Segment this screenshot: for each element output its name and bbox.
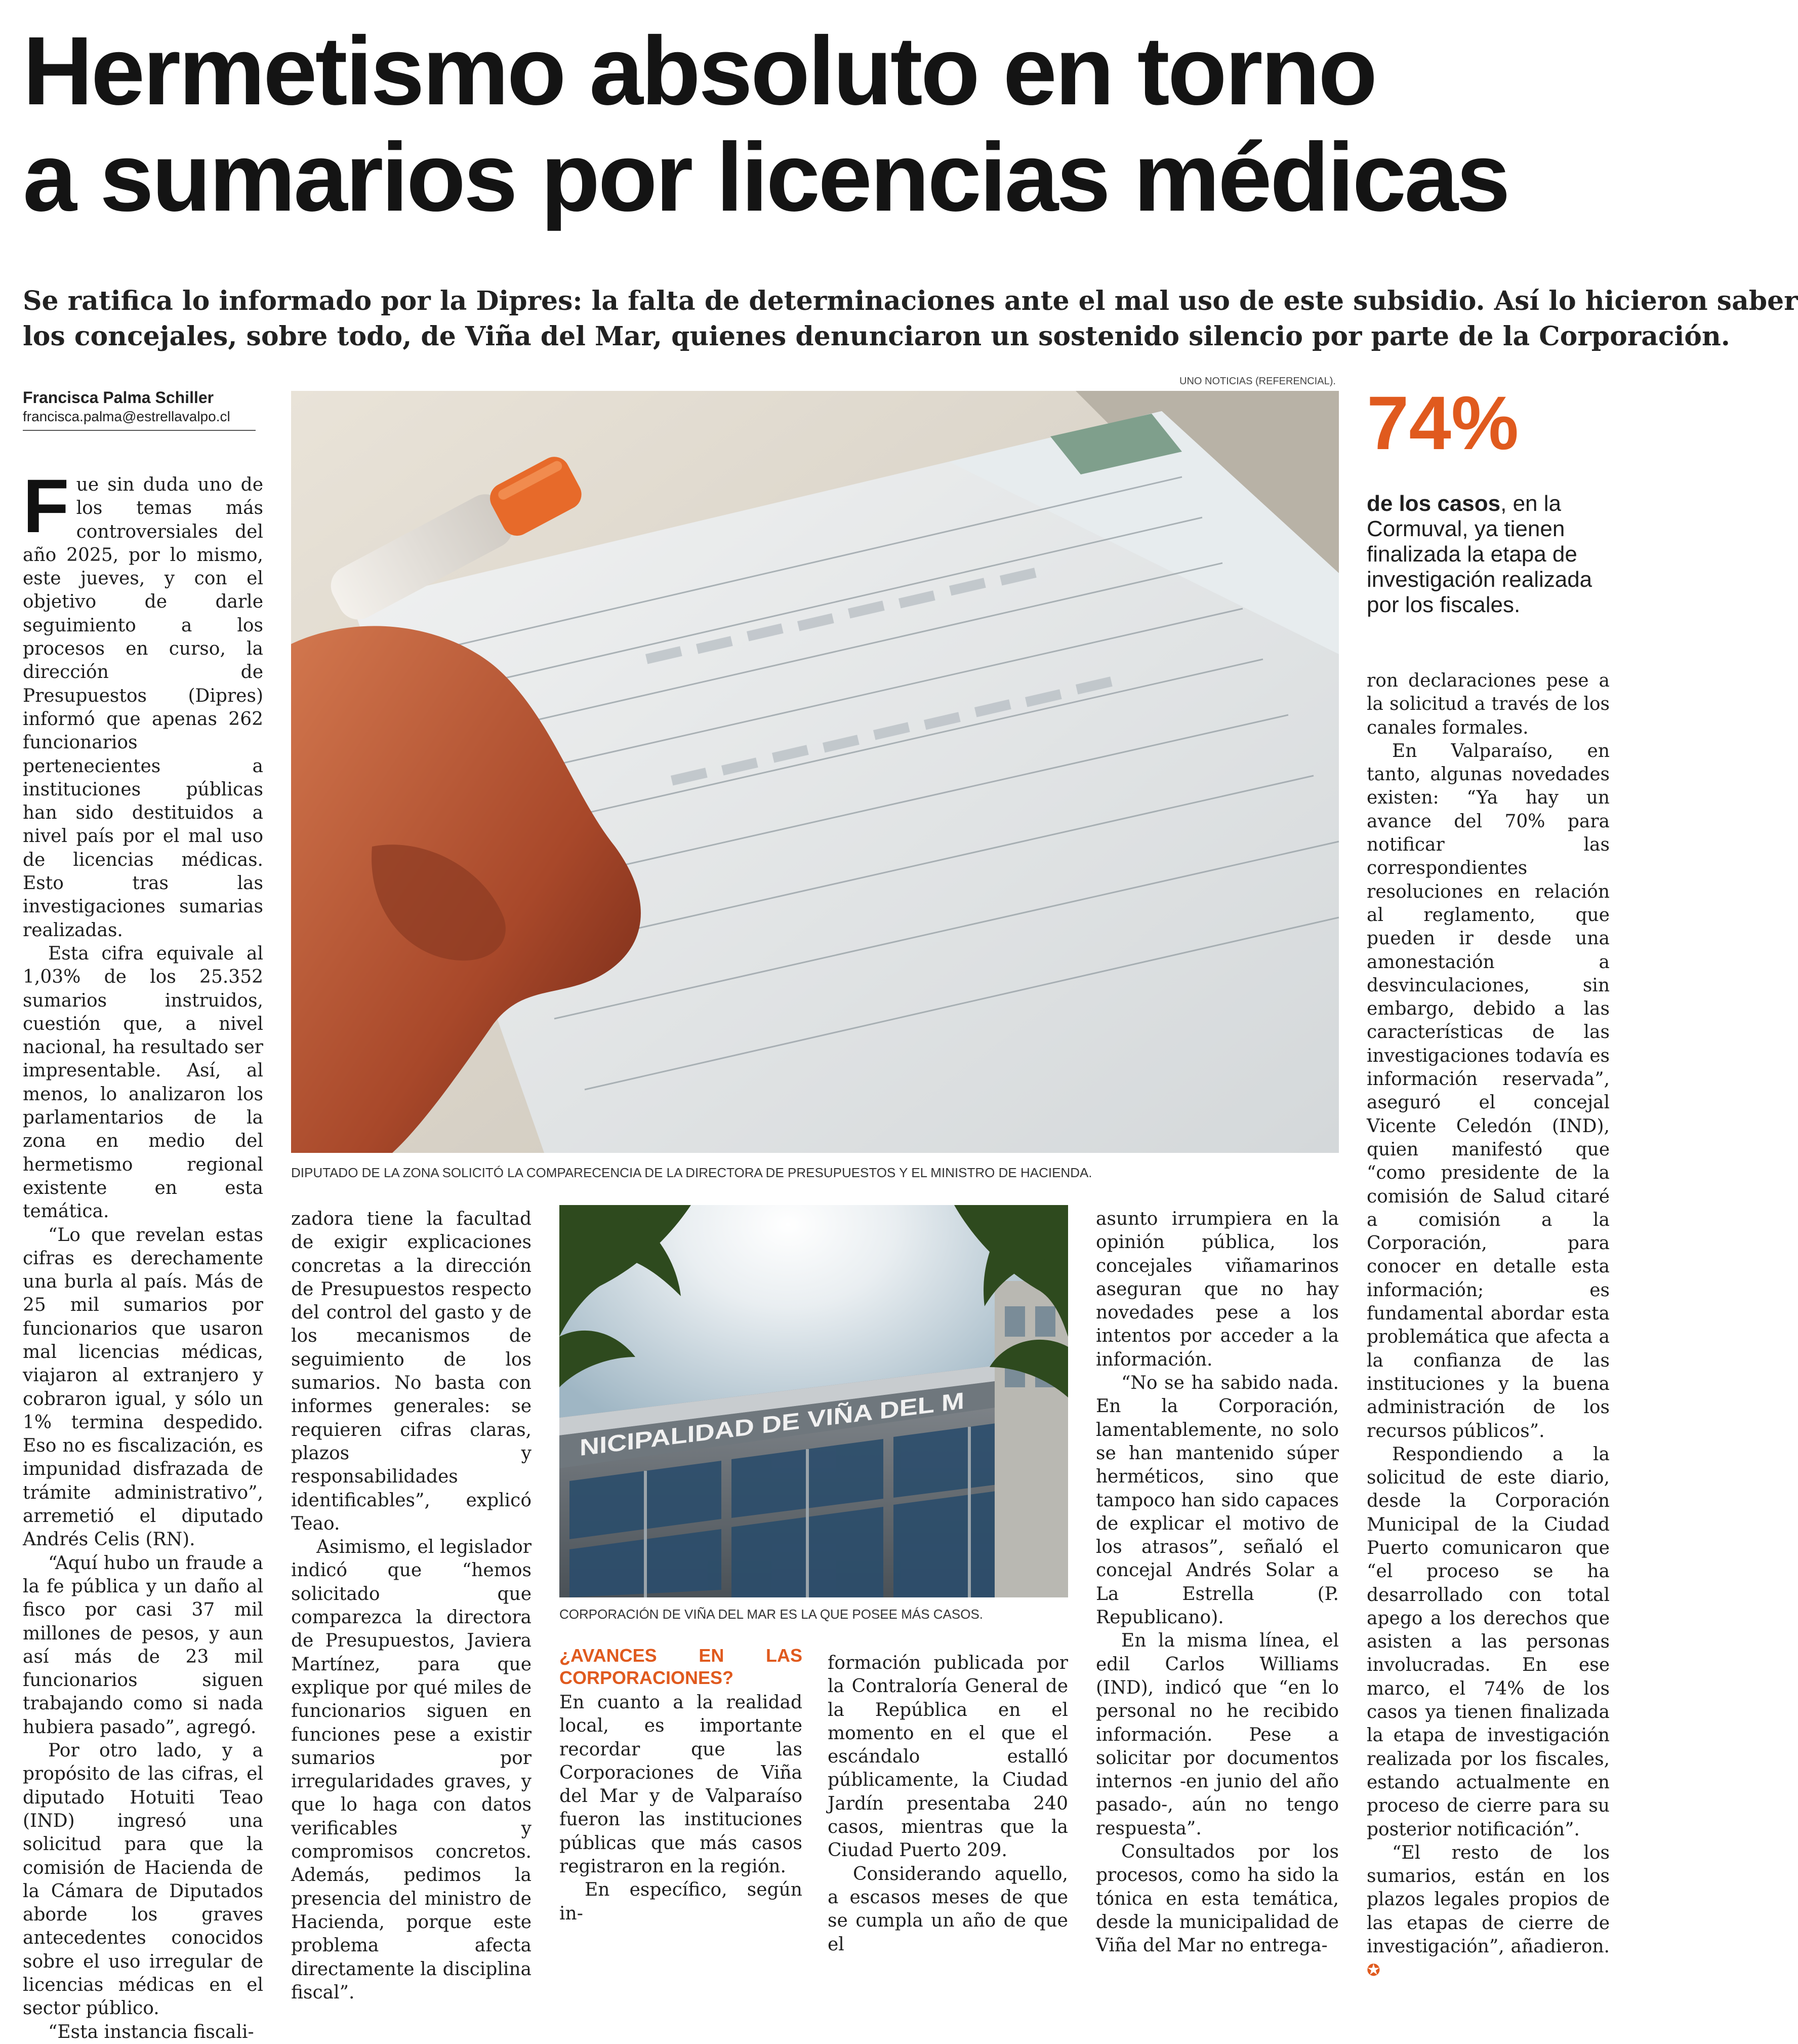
stat-text-rest: , en la Cormuval, ya tienen finalizada la etapa de investigación realizada por los fiscales.: [1367, 491, 1592, 617]
author-email: francisca.palma@estrellavalpo.cl: [23, 409, 230, 424]
col1-paragraph-5: Por otro lado, y a propósito de las cifras, el diputado Hotuiti Teao (IND) ingresó una solicitud para que la comisión de Hacienda de la Cámara de Diputados aborde los graves antecedentes conocidos sobre el uso irregular de licencias médicas en el sector público.: [23, 1740, 263, 2019]
author-name: Francisca Palma Schiller: [23, 388, 214, 407]
deck: [23, 284, 1798, 354]
col1-p1-text: ue sin duda uno de los temas más controversiales del año 2025, por lo mismo, este jueves, y con el objetivo de darle seguimiento a los procesos en curso, la dirección de Presupuestos (Dipres) informó que apenas 262 funcionarios pertenecientes a instituciones públicas han sido destituidos a nivel país por el mal uso de licencias médicas. Esto tras las investigaciones sumarias realizadas.: [23, 474, 263, 941]
deck-line-2: los concejales, sobre todo, de Viña del Mar, quienes denunciaron un sostenido silencio por parte de la Corporación.: [23, 321, 1730, 352]
photo-caption-2: CORPORACIÓN DE VIÑA DEL MAR ES LA QUE POSEE MÁS CASOS.: [559, 1607, 984, 1622]
headline-line-2: a sumarios por licencias médicas: [23, 123, 1508, 231]
col5-paragraph-4: Consultados por los procesos, como ha sido la tónica en esta temática, desde la municipalidad de Viña del Mar no entrega-: [1096, 1841, 1339, 1956]
end-mark-icon: ✪: [1367, 1960, 1380, 1980]
stat-text: [1367, 491, 1620, 618]
col6-paragraph-1: ron declaraciones pese a la solicitud a través de los canales formales.: [1367, 670, 1610, 738]
deck-line-1: Se ratifica lo informado por la Dipres: la falta de determinaciones ante el mal uso de este subsidio. Así lo hicieron saber: [23, 286, 1798, 316]
col5-paragraph-2: “No se ha sabido nada. En la Corporación, lamentablemente, no solo se han mantenido súper herméticos, sino que tampoco han sido capaces de explicar el motivo de los atrasos”, señaló el concejal Andrés Solar a La Estrella (P. Republicano).: [1096, 1373, 1339, 1628]
col2-paragraph-2: Asimismo, el legislador indicó que “hemos solicitado que comparezca la directora de Presupuestos, Javiera Martínez, para que explique por qué miles de funcionarios siguen en funciones pese a existir sumarios por irregularidades graves, y que lo haga con datos verificables y compromisos concretos. Además, pedimos la presencia del ministro de Hacienda, porque este problema afecta directamente la disciplina fiscal”.: [291, 1537, 532, 2003]
col6-p4-text: “El resto de los sumarios, están en los plazos legales propios de las etapas de cierre de investigación”, añadieron.: [1367, 1842, 1610, 1957]
article-column-6: [1367, 669, 1610, 1980]
byline-rule: [23, 430, 256, 431]
col4-paragraph-2: Considerando aquello, a escasos meses de que se cumpla un año de que el: [828, 1863, 1068, 1955]
article-column-1: [23, 463, 263, 2042]
photo-municipal-building: [559, 1205, 1068, 1597]
col4-paragraph-1: formación publicada por la Contraloría General de la República en el momento en el que el escándalo estalló públicamente, la Ciudad Jardín presentaba 240 casos, mientras que la Ciudad Puerto 209.: [828, 1653, 1068, 1861]
photo-caption-1: DIPUTADO DE LA ZONA SOLICITÓ LA COMPARECENCIA DE LA DIRECTORA DE PRESUPUESTOS Y EL MINISTRO DE HACIENDA.: [291, 1165, 1092, 1180]
col1-paragraph-1: [23, 463, 263, 942]
col1-paragraph-4: “Aquí hubo un fraude a la fe pública y un daño al fisco por casi 37 mil millones de pesos, y aun así más de 23 mil funcionarios siguen trabajando como si nada hubiera pasado”, agregó.: [23, 1552, 263, 1738]
col1-paragraph-2: Esta cifra equivale al 1,03% de los 25.352 sumarios instruidos, cuestión que, a nivel nacional, ha resultado ser impresentable. Así, al menos, lo analizaron los parlamentarios de la zona en medio del hermetismo regional existente en esta temática.: [23, 943, 263, 1222]
article-column-4: [828, 1652, 1068, 1955]
building-sign-text: NICIPALIDAD DE VIÑA DEL M: [580, 1394, 907, 1461]
article-column-5: [1096, 1208, 1339, 1956]
stat-text-bold: de los casos: [1367, 491, 1501, 516]
col6-paragraph-2: En Valparaíso, en tanto, algunas novedades existen: “Ya hay un avance del 70% para notificar las correspondientes resoluciones en relación al reglamento, que pueden ir desde una amonestación a desvinculaciones, sin embargo, debido a las características de las investigaciones todavía es información reservada”, aseguró el concejal Vicente Celedón (IND), quien manifestó que “como presidente de la comisión de Salud citaré a comisión a la Corporación, para conocer en detalle esta información; es fundamental abordar esta problemática que afecta a la confianza de las instituciones y la buena administración de los recursos públicos”.: [1367, 740, 1610, 1441]
col5-paragraph-1: asunto irrumpiera en la opinión pública, los concejales viñamarinos aseguran que no hay novedades pese a los intentos por acceder a la información.: [1096, 1209, 1339, 1370]
photo-medical-form: [291, 391, 1339, 1153]
article-column-3: [559, 1645, 802, 1943]
col6-paragraph-4: [1367, 1841, 1610, 1982]
headline-line-1: Hermetismo absoluto en torno: [23, 16, 1376, 125]
col3-paragraph-1: En cuanto a la realidad local, es importante recordar que las Corporaciones de Viña del Mar y de Valparaíso fueron las instituciones públicas que más casos registraron en la región.: [559, 1692, 802, 1877]
col3-paragraph-2: En específico, según in-: [559, 1879, 802, 1924]
col6-paragraph-3: Respondiendo a la solicitud de este diario, desde la Corporación Municipal de la Ciudad Puerto comunicaron que “el proceso se ha desarrollado con total apego a los derechos que asisten a las personas involucradas. En ese marco, el 74% de los casos ya tienen finalizada la etapa de investigación realizada por los fiscales, estando actualmente en proceso de cierre para su posterior notificación”.: [1367, 1444, 1610, 1840]
dropcap: F: [23, 463, 69, 548]
col2-paragraph-1: zadora tiene la facultad de exigir explicaciones concretas a la dirección de Presupuestos respecto del control del gasto y de los mecanismos de seguimiento de los sumarios. No basta con informes generales: se requieren cifras claras, plazos y responsabilidades identificables”, explicó Teao.: [291, 1209, 532, 1534]
stat-number: 74%: [1367, 380, 1519, 465]
byline: [23, 387, 286, 431]
subhead: ¿AVANCES EN LAS CORPORACIONES?: [559, 1645, 802, 1688]
medical-form-illustration: [291, 391, 1339, 1153]
col1-paragraph-6: “Esta instancia fiscali-: [48, 2021, 254, 2042]
article-column-2: [291, 1208, 532, 2003]
municipal-building-illustration: [559, 1205, 1068, 1597]
headline: [23, 18, 1627, 230]
col1-paragraph-3: “Lo que revelan estas cifras es derechamente una burla al país. Más de 25 mil sumarios por funcionarios que usaron mal licencias médicas, viajaron al extranjero y cobraron igual, y sólo un 1% termina despedido. Eso no es fiscalización, es impunidad disfrazada de trámite administrativo”, arremetió el diputado Andrés Celis (RN).: [23, 1224, 263, 1550]
col5-paragraph-3: En la misma línea, el edil Carlos Williams (IND), indicó que “en lo personal no he recibido información. Pese a solicitar por documentos internos -en junio del año pasado-, aún no tengo respuesta”.: [1096, 1630, 1339, 1839]
photo-credit: UNO NOTICIAS (REFERENCIAL).: [1179, 376, 1336, 387]
